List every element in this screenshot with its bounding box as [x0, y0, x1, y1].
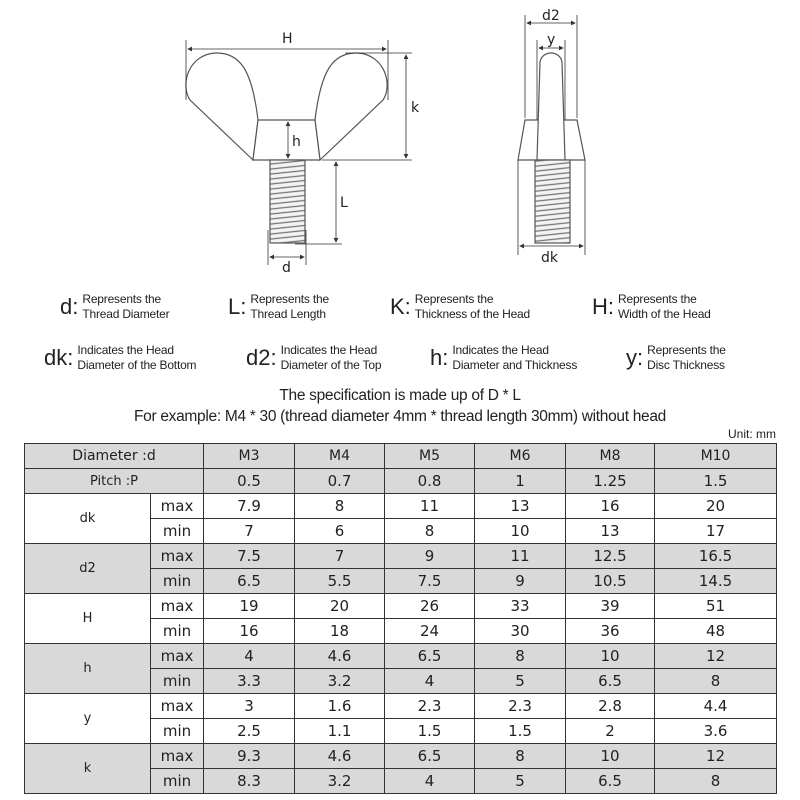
- value-cell: 1.5: [475, 719, 566, 744]
- dim-label-L: L: [340, 195, 348, 211]
- value-cell: 12.5: [566, 544, 655, 569]
- value-cell: 3.2: [295, 769, 385, 794]
- max-label: max: [151, 544, 204, 569]
- size-header: M3: [204, 444, 295, 469]
- legend-line: Indicates the Head: [77, 343, 174, 357]
- legend-line: Represents the: [647, 343, 726, 357]
- value-cell: 6.5: [385, 644, 475, 669]
- legend-line: Disc Thickness: [647, 358, 725, 372]
- value-cell: 16: [566, 494, 655, 519]
- value-cell: 16: [204, 619, 295, 644]
- value-cell: 6.5: [566, 669, 655, 694]
- value-cell: 2.3: [385, 694, 475, 719]
- pitch-cell: 1.25: [566, 469, 655, 494]
- min-label: min: [151, 519, 204, 544]
- value-cell: 6: [295, 519, 385, 544]
- value-cell: 9: [385, 544, 475, 569]
- legend-symbol: H:: [592, 294, 614, 319]
- legend-symbol: d2:: [246, 345, 277, 370]
- param-name: d2: [25, 544, 151, 594]
- min-label: min: [151, 669, 204, 694]
- pitch-label: Pitch :P: [25, 469, 204, 494]
- dim-label-h: h: [292, 134, 301, 150]
- value-cell: 39: [566, 594, 655, 619]
- pitch-cell: 0.8: [385, 469, 475, 494]
- value-cell: 14.5: [655, 569, 777, 594]
- value-cell: 48: [655, 619, 777, 644]
- value-cell: 8: [475, 644, 566, 669]
- legend-y: [626, 343, 726, 373]
- legend-H: [592, 292, 711, 322]
- value-cell: 33: [475, 594, 566, 619]
- legend-symbol: h:: [430, 345, 449, 370]
- value-cell: 2.5: [204, 719, 295, 744]
- spec-table: [24, 443, 777, 794]
- legend-line: Thread Diameter: [82, 307, 170, 321]
- min-label: min: [151, 769, 204, 794]
- value-cell: 20: [295, 594, 385, 619]
- size-header: M4: [295, 444, 385, 469]
- value-cell: 11: [475, 544, 566, 569]
- value-cell: 8: [655, 769, 777, 794]
- value-cell: 5.5: [295, 569, 385, 594]
- value-cell: 1.1: [295, 719, 385, 744]
- legend-line: Thickness of the Head: [414, 307, 530, 321]
- value-cell: 51: [655, 594, 777, 619]
- legend-symbol: y:: [626, 345, 644, 370]
- spec-line-2: For example: M4 * 30 (thread diameter 4mm * thread length 30mm) without head: [133, 408, 667, 425]
- table-row-y-max: [25, 694, 777, 719]
- legend-K: [390, 292, 530, 322]
- legend-L: [228, 292, 329, 322]
- value-cell: 3.2: [295, 669, 385, 694]
- side-view: [518, 53, 585, 243]
- pitch-cell: 0.5: [204, 469, 295, 494]
- legend-symbol: d:: [60, 294, 79, 319]
- value-cell: 24: [385, 619, 475, 644]
- legend-line: Width of the Head: [618, 307, 711, 321]
- value-cell: 10: [566, 744, 655, 769]
- legend-line: Diameter of the Bottom: [77, 358, 197, 372]
- pitch-cell: 1.5: [655, 469, 777, 494]
- value-cell: 4.6: [295, 744, 385, 769]
- value-cell: 30: [475, 619, 566, 644]
- front-view: [186, 53, 387, 243]
- value-cell: 13: [566, 519, 655, 544]
- value-cell: 20: [655, 494, 777, 519]
- value-cell: 8: [385, 519, 475, 544]
- value-cell: 4.6: [295, 644, 385, 669]
- min-label: min: [151, 719, 204, 744]
- legend-symbol: dk:: [44, 345, 74, 370]
- value-cell: 6.5: [566, 769, 655, 794]
- value-cell: 18: [295, 619, 385, 644]
- value-cell: 4.4: [655, 694, 777, 719]
- right-wing: [315, 53, 387, 160]
- value-cell: 8: [475, 744, 566, 769]
- min-label: min: [151, 569, 204, 594]
- size-header: M8: [566, 444, 655, 469]
- dim-label-d: d: [282, 260, 291, 276]
- value-cell: 4: [204, 644, 295, 669]
- legend-line: Indicates the Head: [280, 343, 378, 357]
- dim-label-y: y: [547, 32, 556, 48]
- stem: [537, 53, 565, 160]
- value-cell: 8: [295, 494, 385, 519]
- value-cell: 5: [475, 669, 566, 694]
- value-cell: 1.5: [385, 719, 475, 744]
- value-cell: 3.6: [655, 719, 777, 744]
- spec-line-1: The specification is made up of D * L: [279, 387, 521, 404]
- value-cell: 2.8: [566, 694, 655, 719]
- value-cell: 16.5: [655, 544, 777, 569]
- dim-label-k: k: [411, 100, 420, 116]
- max-label: max: [151, 644, 204, 669]
- value-cell: 1.6: [295, 694, 385, 719]
- legend-d: [60, 292, 169, 322]
- param-name: dk: [25, 494, 151, 544]
- value-cell: 7.5: [204, 544, 295, 569]
- thread: [270, 160, 305, 243]
- legend-symbol: K:: [390, 294, 411, 319]
- value-cell: 19: [204, 594, 295, 619]
- legend-line: Represents the: [82, 292, 161, 306]
- dim-label-dk: dk: [541, 250, 558, 266]
- legend-d2: [246, 343, 381, 373]
- size-header: M5: [385, 444, 475, 469]
- value-cell: 4: [385, 669, 475, 694]
- legend-line: Represents the: [618, 292, 697, 306]
- dim-label-d2: d2: [542, 8, 560, 24]
- table-row-d2-max: [25, 544, 777, 569]
- value-cell: 8: [655, 669, 777, 694]
- param-name: y: [25, 694, 151, 744]
- pitch-cell: 1: [475, 469, 566, 494]
- value-cell: 7: [204, 519, 295, 544]
- value-cell: 5: [475, 769, 566, 794]
- value-cell: 6.5: [385, 744, 475, 769]
- value-cell: 36: [566, 619, 655, 644]
- value-cell: 2.3: [475, 694, 566, 719]
- legend-line: Represents the: [414, 292, 494, 306]
- value-cell: 12: [655, 644, 777, 669]
- value-cell: 10.5: [566, 569, 655, 594]
- max-label: max: [151, 694, 204, 719]
- value-cell: 7.9: [204, 494, 295, 519]
- param-name: h: [25, 644, 151, 694]
- value-cell: 9.3: [204, 744, 295, 769]
- value-cell: 8.3: [204, 769, 295, 794]
- value-cell: 3: [204, 694, 295, 719]
- value-cell: 13: [475, 494, 566, 519]
- value-cell: 10: [566, 644, 655, 669]
- table-row-dk-max: [25, 494, 777, 519]
- legend-line: Diameter of the Top: [280, 358, 382, 372]
- header-row: [25, 444, 777, 469]
- legend-symbol: L:: [228, 294, 247, 319]
- left-wing: [186, 53, 258, 160]
- pitch-cell: 0.7: [295, 469, 385, 494]
- side-thread: [535, 160, 570, 243]
- value-cell: 9: [475, 569, 566, 594]
- legend-h: [430, 343, 577, 373]
- value-cell: 11: [385, 494, 475, 519]
- table-row-H-max: [25, 594, 777, 619]
- legend-dk: [44, 343, 196, 373]
- legend-line: Represents the: [250, 292, 329, 306]
- table-row-h-max: [25, 644, 777, 669]
- param-name: H: [25, 594, 151, 644]
- max-label: max: [151, 744, 204, 769]
- param-name: k: [25, 744, 151, 794]
- legend-line: Indicates the Head: [452, 343, 549, 357]
- value-cell: 4: [385, 769, 475, 794]
- value-cell: 10: [475, 519, 566, 544]
- value-cell: 3.3: [204, 669, 295, 694]
- value-cell: 6.5: [204, 569, 295, 594]
- dim-label-H: H: [282, 31, 293, 47]
- table-row-k-max: [25, 744, 777, 769]
- value-cell: 26: [385, 594, 475, 619]
- value-cell: 7.5: [385, 569, 475, 594]
- pitch-row: [25, 469, 777, 494]
- size-header: M10: [655, 444, 777, 469]
- value-cell: 12: [655, 744, 777, 769]
- unit-label: Unit: mm: [728, 427, 776, 441]
- legend-line: Diameter and Thickness: [452, 358, 578, 372]
- value-cell: 7: [295, 544, 385, 569]
- min-label: min: [151, 619, 204, 644]
- wing-nut-drawing: [0, 0, 800, 280]
- legend-line: Thread Length: [250, 307, 326, 321]
- size-header: M6: [475, 444, 566, 469]
- diameter-label: Diameter :d: [25, 444, 204, 469]
- head-trapezoid: [253, 120, 320, 160]
- value-cell: 17: [655, 519, 777, 544]
- max-label: max: [151, 594, 204, 619]
- max-label: max: [151, 494, 204, 519]
- value-cell: 2: [566, 719, 655, 744]
